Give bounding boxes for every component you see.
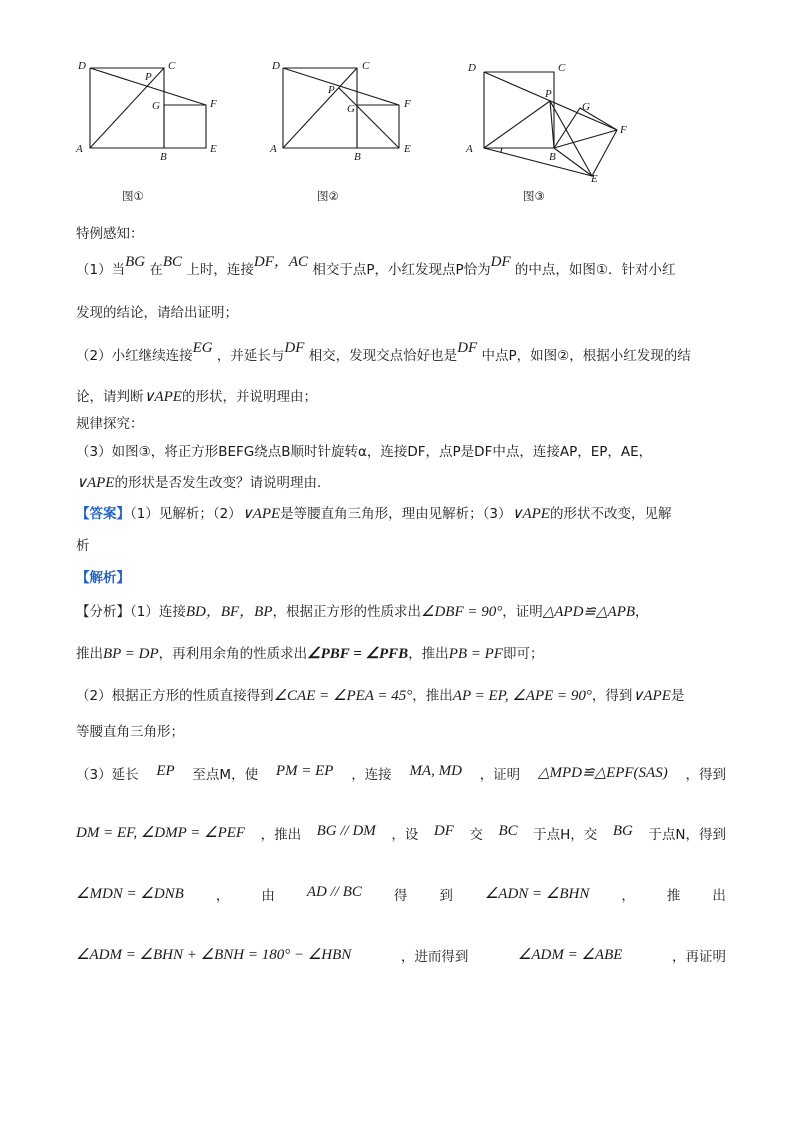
q1-bg: BG: [125, 254, 146, 270]
q1-p4: 相交于点P，小红发现点P恰为: [312, 262, 491, 278]
answer-tri1: ∨APE: [241, 506, 281, 522]
fig1-label-E: E: [210, 143, 217, 155]
a-l3b: ∠CAE = ∠PEA = 45°: [273, 688, 413, 704]
a-l1g: ，: [635, 604, 649, 620]
a-l7j: 出: [712, 888, 726, 904]
fig3-caption: 图③: [523, 189, 545, 203]
a-l2f: PB = PF: [448, 646, 503, 662]
a-l3a: （2）根据正方形的性质直接得到: [76, 688, 274, 704]
a-l1a: 【分析】（1）连接: [76, 604, 186, 620]
q3-tri: ∨APE: [76, 475, 115, 491]
a-l6d: ，设: [391, 827, 419, 843]
a-l7h: ，: [621, 888, 635, 904]
a-l2e: ，推出: [408, 646, 449, 662]
fig3-label-B: B: [549, 151, 556, 163]
a-l6a: DM = EF, ∠DMP = ∠PEF: [76, 825, 246, 841]
q2-line2b: 的形状，并说明理由；: [181, 389, 317, 405]
q3-text: 的形状是否发生改变？请说明理由．: [114, 475, 331, 491]
q1-p1: （1）当: [76, 262, 126, 278]
a-l6b: ，推出: [260, 827, 302, 843]
q2-line2: [76, 385, 317, 406]
q2-line1: [76, 340, 691, 365]
answer-text1: （1）见解析；（2）: [130, 506, 242, 522]
a-l7g: ∠ADN = ∠BHN: [484, 886, 590, 902]
a-l6f: 交: [469, 827, 483, 843]
q1-p3: 上时，连接: [186, 262, 254, 278]
q3-line2: [76, 471, 330, 492]
a-l6g: BC: [498, 823, 518, 839]
a-l3g: 是: [670, 688, 685, 704]
a-l7f: 到: [439, 888, 453, 904]
fig2-label-E: E: [404, 143, 411, 155]
fig3-label-D: D: [468, 62, 476, 74]
fig1-label-C: C: [168, 60, 176, 72]
q2-eg: EG: [192, 340, 213, 356]
analysis-line8: [76, 945, 726, 965]
answer-line2: 析: [76, 538, 90, 554]
a-l8b: ，进而得到: [400, 949, 469, 965]
q1-df: DF: [253, 254, 274, 270]
q2-p1: （2）小红继续连接: [76, 348, 193, 364]
fig2-label-B: B: [354, 151, 361, 163]
a-l1c: ，根据正方形的性质求出: [272, 604, 421, 620]
a-l3c: ，推出: [412, 688, 453, 704]
a-l5a: （3）延长: [76, 767, 139, 783]
fig3-label-E: E: [591, 173, 598, 185]
fig3-label-F: F: [620, 124, 627, 136]
analysis-line3: [76, 684, 684, 705]
q3-line1: （3）如图③，将正方形BEFG绕点B顺时针旋转α，连接DF，点P是DF中点，连接AP，EP，AE，: [76, 444, 653, 460]
a-l5b: EP: [156, 763, 175, 779]
answer-text2: 是等腰直角三角形，理由见解析；（3）: [280, 506, 512, 522]
a-l7e: 得: [393, 888, 408, 904]
analysis-line5: [76, 763, 726, 783]
a-l3e: ，得到: [591, 688, 633, 704]
a-l5d: PM = EP: [275, 763, 334, 779]
section-rule-explore: 规律探究：: [76, 416, 144, 432]
analysis-line6: [76, 823, 726, 843]
q2-df: DF: [284, 340, 305, 356]
a-l3f: ∨APE: [632, 688, 671, 704]
a-l5h: △MPD≌△EPF(SAS): [537, 765, 668, 781]
q1-p2: 在: [149, 262, 163, 278]
fig2-label-A: A: [270, 143, 277, 155]
fig1-label-A: A: [76, 143, 83, 155]
fig2-label-G: G: [347, 103, 355, 115]
a-l7c: 由: [261, 888, 275, 904]
a-l5e: ，连接: [351, 767, 392, 783]
q1-line2: 发现的结论，请给出证明；: [76, 305, 238, 321]
a-l5g: ，证明: [479, 767, 521, 783]
fig1-label-G: G: [152, 100, 160, 112]
a-l8c: ∠ADM = ∠ABE: [517, 947, 623, 963]
fig1-caption: 图①: [122, 189, 144, 203]
a-l7d: AD // BC: [306, 884, 362, 900]
fig2-label-D: D: [272, 60, 280, 72]
q2-line2a: 论，请判断: [76, 389, 144, 405]
a-l7a: ∠MDN = ∠DNB: [76, 886, 184, 902]
fig3-label-G: G: [582, 101, 590, 113]
a-l2b: BP = DP: [103, 646, 159, 662]
a-l5f: MA, MD: [409, 763, 462, 779]
figure-3-diagram: [462, 58, 642, 188]
q2-p2: ，并延长与: [216, 348, 285, 364]
a-l7i: 推: [666, 888, 681, 904]
a-l3d: AP = EP, ∠APE = 90°: [452, 688, 592, 704]
fig3-label-C: C: [558, 62, 566, 74]
a-l2a: 推出: [76, 646, 103, 662]
q2-p3: 相交，发现交点恰好也是: [308, 348, 458, 364]
fig1-label-D: D: [78, 60, 86, 72]
fig1-label-F: F: [210, 98, 217, 110]
fig1-label-B: B: [160, 151, 167, 163]
fig2-label-F: F: [404, 98, 411, 110]
analysis-line2: [76, 642, 543, 663]
a-l2c: ，再利用余角的性质求出: [158, 646, 308, 662]
q1-df2: DF: [490, 254, 511, 270]
analysis-line4: 等腰直角三角形；: [76, 724, 184, 740]
a-l6i: BG: [612, 823, 633, 839]
q1-ac: ，AC: [273, 254, 309, 270]
a-l2d: ∠PBF = ∠PFB: [307, 646, 409, 662]
a-l5i: ，得到: [685, 767, 726, 783]
a-l1e: ，证明: [502, 604, 543, 620]
section-special-case: 特例感知：: [76, 226, 144, 242]
analysis-line1: [76, 600, 649, 621]
a-l5c: 至点M，使: [192, 767, 259, 783]
a-l2g: 即可；: [502, 646, 544, 662]
a-l8a: ∠ADM = ∠BHN + ∠BNH = 180° − ∠HBN: [76, 947, 352, 963]
a-l6j: 于点N，得到: [648, 827, 726, 843]
q2-tri: ∨APE: [143, 389, 182, 405]
fig3-label-P: P: [545, 88, 552, 100]
answer-text3: 的形状不改变，见解: [549, 506, 672, 522]
q1-bc: BC: [162, 254, 183, 270]
a-l1f: △APD≌△APB: [542, 604, 636, 620]
a-l8d: ，再证明: [671, 949, 726, 965]
answer-tag: 【答案】: [76, 506, 130, 522]
a-l6c: BG // DM: [316, 823, 376, 839]
a-l1b: BD，BF，BP: [185, 604, 273, 620]
q1-p5: 的中点，如图①．针对小红: [514, 262, 676, 278]
fig3-label-A: A: [466, 143, 473, 155]
a-l1d: ∠DBF = 90°: [421, 604, 503, 620]
fig2-label-C: C: [362, 60, 370, 72]
fig2-caption: 图②: [317, 189, 339, 203]
answer-line1: [76, 502, 671, 523]
a-l6h: 于点H，交: [533, 827, 598, 843]
figure-1-diagram: [72, 58, 232, 168]
fig1-label-P: P: [145, 71, 152, 83]
q1-line1: [76, 254, 676, 279]
analysis-tag: 【解析】: [76, 570, 130, 586]
a-l7b: ，: [215, 888, 230, 904]
answer-tri2: ∨APE: [511, 506, 550, 522]
figure-2-diagram: [266, 58, 426, 168]
q2-df2: DF: [457, 340, 478, 356]
a-l6e: DF: [433, 823, 454, 839]
fig2-label-P: P: [328, 84, 335, 96]
q2-p4: 中点P，如图②，根据小红发现的结: [481, 348, 691, 364]
analysis-line7: [76, 884, 726, 904]
